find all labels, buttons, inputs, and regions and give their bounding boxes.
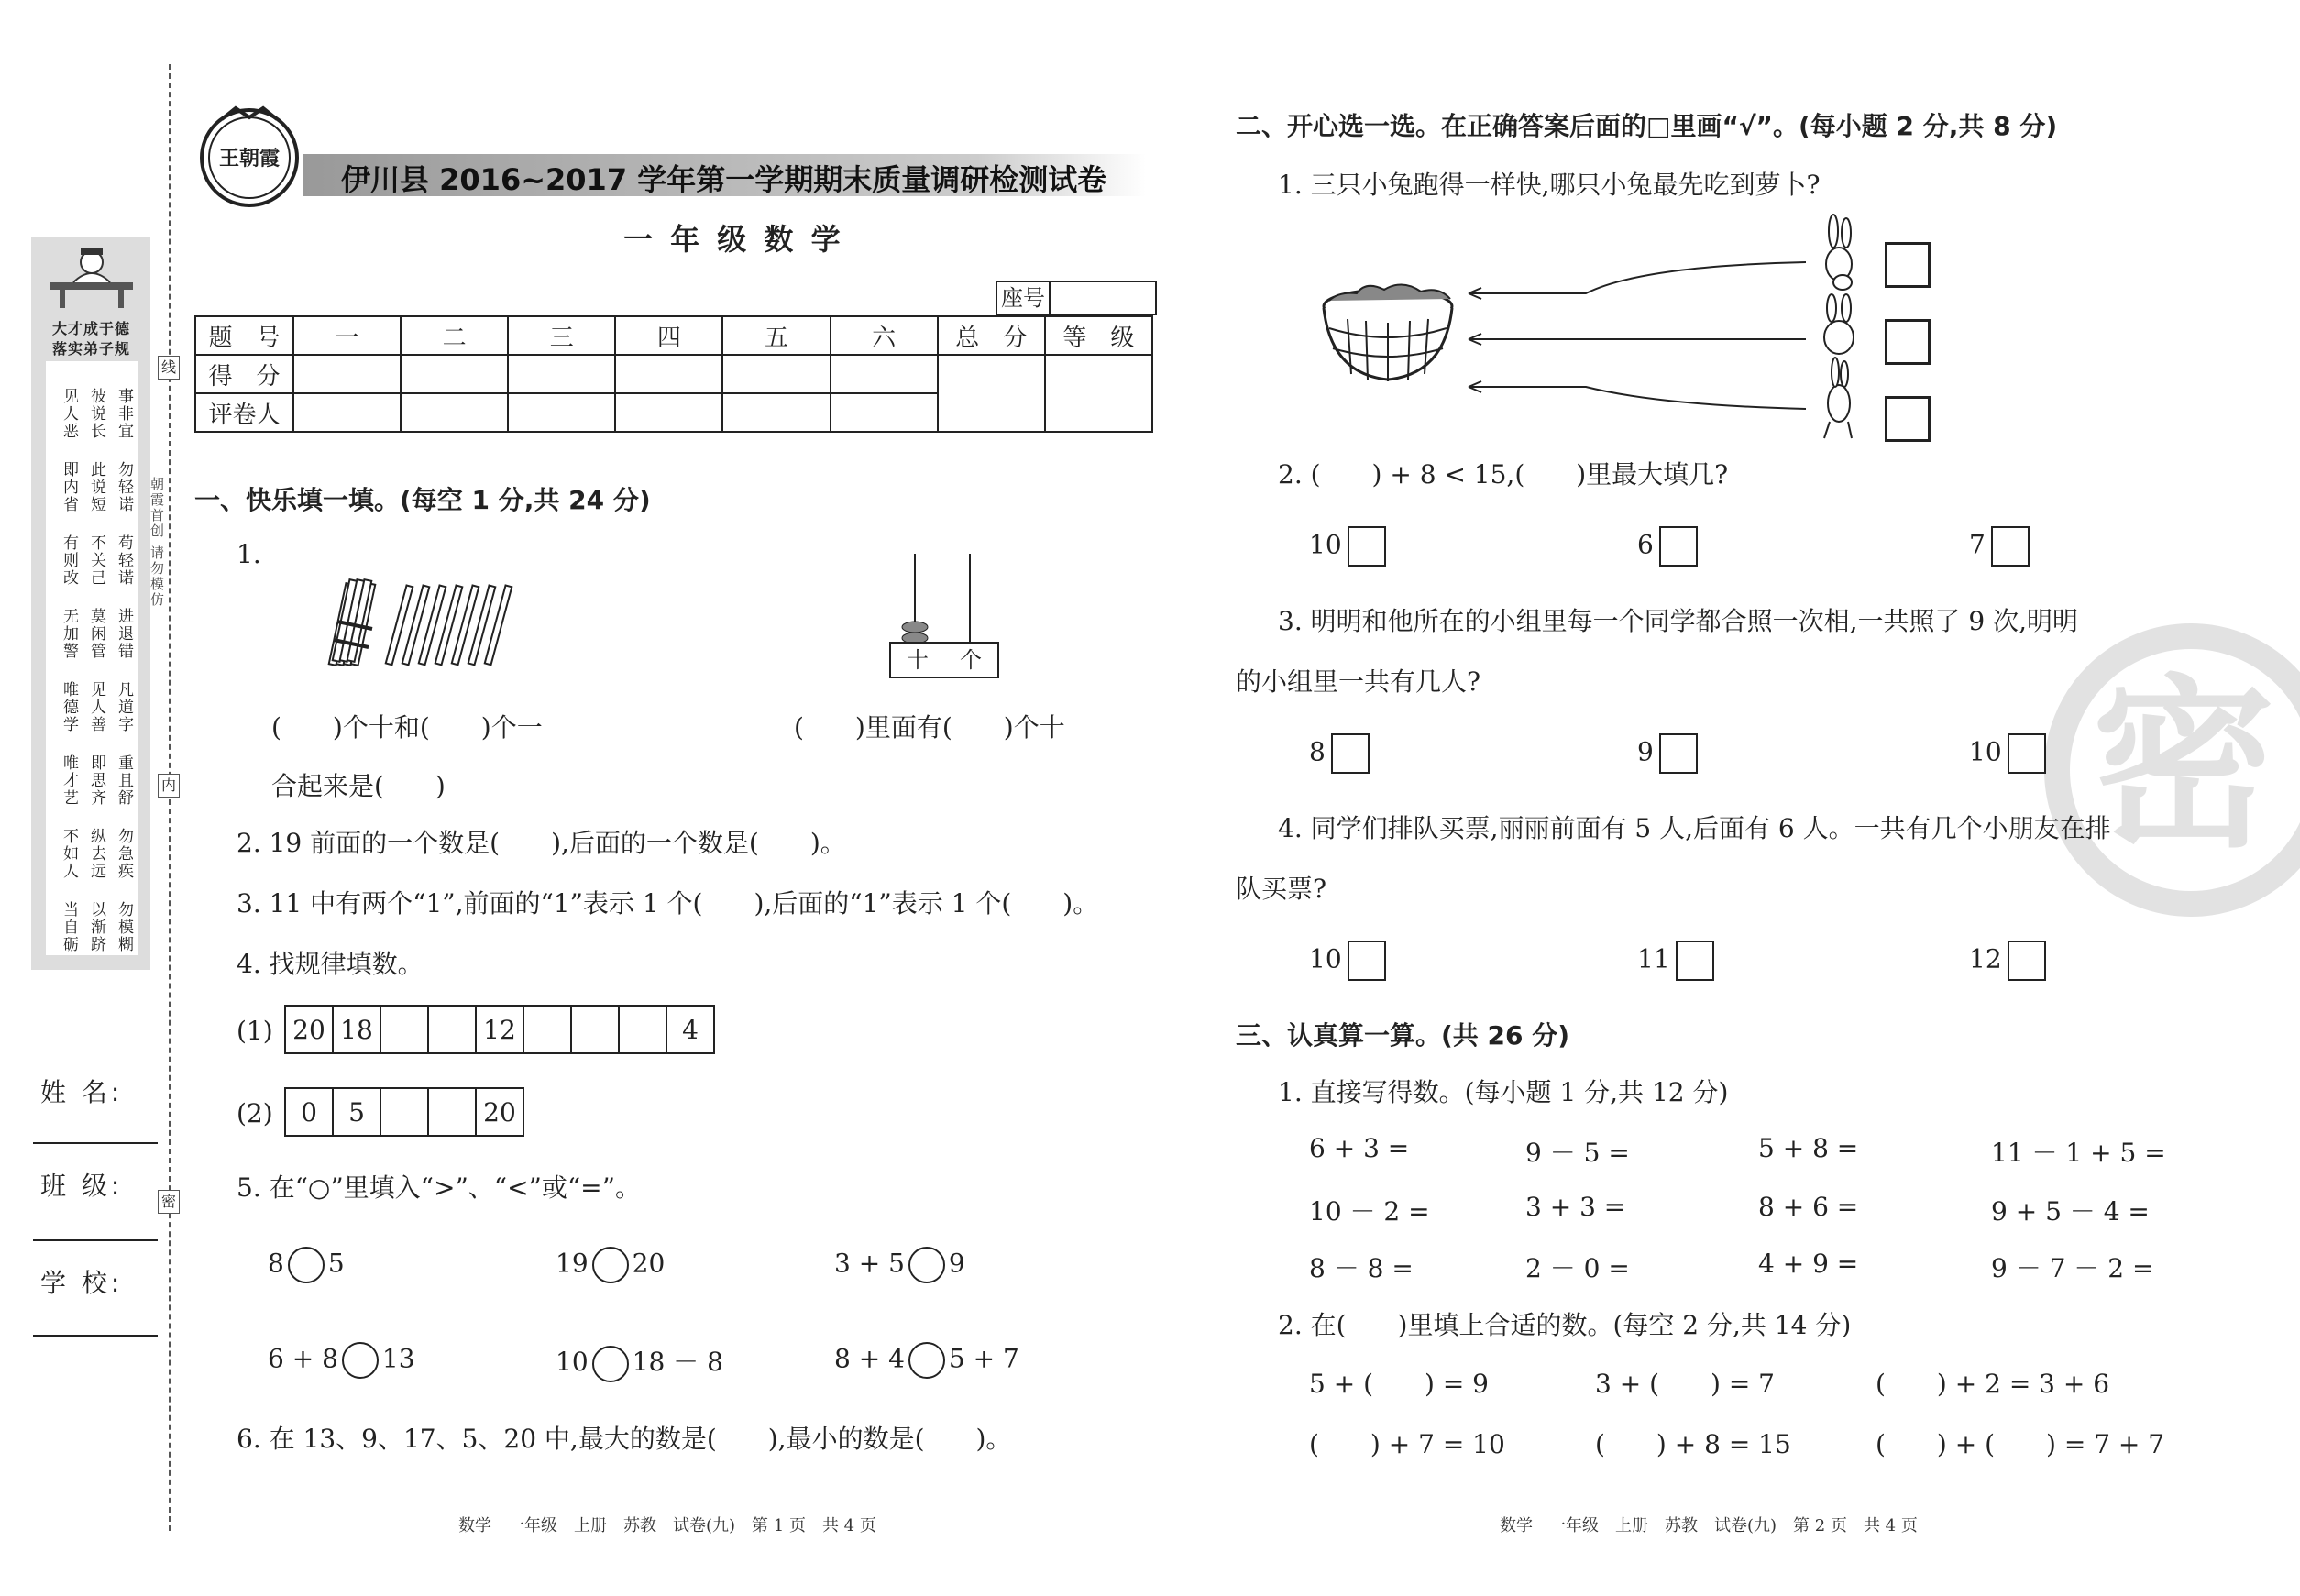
option: [1309, 526, 1386, 567]
motto-column: 凡道字: [115, 681, 133, 733]
s2-q3-line2: 的小组里一共有几人?: [1236, 666, 1481, 697]
s2-q4-line1: 4. 同学们排队买票,丽丽前面有 5 人,后面有 6 人。一共有几个小朋友在排: [1278, 813, 2111, 843]
logo-text: 王朝霞: [218, 147, 280, 171]
motto-column: 勿模糊: [115, 901, 133, 953]
fill-item: 3 + ( ) = 7: [1595, 1369, 1776, 1399]
option-checkbox[interactable]: [1348, 941, 1386, 981]
calc-item: 9 － 7 － 2 =: [1991, 1253, 2154, 1283]
option-checkbox[interactable]: [1659, 526, 1698, 567]
calc-item: 2 － 0 =: [1525, 1253, 1630, 1283]
seal-char-3: 密: [158, 1190, 180, 1214]
score-header: 题 号: [195, 316, 293, 355]
total-score-cell[interactable]: [938, 355, 1045, 432]
seq-cell[interactable]: [380, 1006, 428, 1053]
motto-column: 不关己: [87, 534, 105, 587]
fill-item: ( ) + ( ) = 7 + 7: [1876, 1429, 2165, 1459]
s2-q3-line1: 3. 明明和他所在的小组里每一个同学都合照一次相,一共照了 9 次,明明: [1278, 606, 2079, 636]
s3-q1: 1. 直接写得数。(每小题 1 分,共 12 分): [1278, 1077, 1729, 1107]
option-label: 8: [1309, 736, 1326, 767]
option: [1637, 526, 1698, 567]
seq-cell: 4: [666, 1006, 714, 1053]
compare-right: 20: [632, 1248, 666, 1279]
q5: 5. 在“○”里填入“>”、“<”或“=”。: [237, 1172, 641, 1203]
option: [1309, 733, 1370, 774]
score-cell[interactable]: [615, 355, 722, 393]
score-header: 三: [508, 316, 615, 355]
seal-char-2: 内: [158, 774, 180, 798]
seq-cell: 20: [285, 1006, 333, 1053]
calc-item: 5 + 8 =: [1758, 1133, 1859, 1163]
abacus-base: [889, 642, 999, 678]
q1-number: 1.: [237, 539, 261, 569]
option-checkbox[interactable]: [2008, 733, 2046, 774]
grade-cell[interactable]: [1045, 355, 1152, 432]
compare-circle[interactable]: [908, 1342, 945, 1379]
compare-item: [556, 1247, 665, 1283]
score-cell[interactable]: [401, 355, 508, 393]
abacus-one-label: 个: [960, 647, 982, 673]
option: [1969, 941, 2046, 981]
footer-left: 数学 一年级 上册 苏教 试卷(九) 第 1 页 共 4 页: [458, 1516, 876, 1535]
fill-item: ( ) + 7 = 10: [1309, 1429, 1505, 1459]
calc-item: 3 + 3 =: [1525, 1192, 1626, 1222]
compare-left: 8 + 4: [834, 1343, 905, 1374]
compare-item: [268, 1247, 345, 1283]
fill-item: ( ) + 2 = 3 + 6: [1876, 1369, 2110, 1399]
section3-heading: 三、认真算一算。(共 26 分): [1236, 1020, 1570, 1051]
grader-cell[interactable]: [831, 393, 938, 432]
option: [1969, 526, 2030, 567]
motto-column: 有则改: [60, 534, 78, 587]
motto-column: 勿急疾: [115, 828, 133, 880]
calc-item: 4 + 9 =: [1758, 1249, 1859, 1279]
seat-box[interactable]: [996, 281, 1157, 315]
q3: 3. 11 中有两个“1”,前面的“1”表示 1 个( ),后面的“1”表示 1 个( )。: [237, 888, 1099, 919]
calc-item: 9 － 5 =: [1525, 1138, 1630, 1168]
compare-circle[interactable]: [288, 1247, 325, 1283]
option-checkbox[interactable]: [1331, 733, 1370, 774]
seq-cell: 5: [333, 1088, 380, 1136]
motto-column: 即内省: [60, 461, 78, 513]
school-field[interactable]: [33, 1335, 158, 1337]
section1-heading: 一、快乐填一填。(每空 1 分,共 24 分): [194, 485, 651, 515]
score-row-label: 评卷人: [195, 393, 293, 432]
q1-blank-2: ( )里面有( )个十: [794, 712, 1065, 743]
compare-left: 19: [556, 1248, 589, 1279]
motto-column: 进退错: [115, 608, 133, 660]
option-label: 12: [1969, 943, 2002, 974]
motto-column: 重且舒: [115, 754, 133, 807]
sidebar-slogan-1: 大才成于德: [51, 320, 130, 337]
option: [1309, 941, 1386, 981]
calc-item: 8 － 8 =: [1309, 1253, 1414, 1283]
score-header: 六: [831, 316, 938, 355]
footer-right: 数学 一年级 上册 苏教 试卷(九) 第 2 页 共 4 页: [1500, 1516, 1918, 1535]
seq-cell: 18: [333, 1006, 380, 1053]
option-label: 10: [1309, 943, 1342, 974]
seq-cell[interactable]: [428, 1006, 476, 1053]
motto-column: 莫闲管: [87, 608, 105, 660]
score-header: 一: [293, 316, 401, 355]
calc-item: 6 + 3 =: [1309, 1133, 1410, 1163]
score-cell[interactable]: [722, 355, 830, 393]
seat-label: 座号: [997, 282, 1051, 314]
option-label: 9: [1637, 736, 1654, 767]
motto-column: 以渐跻: [87, 901, 105, 953]
score-cell[interactable]: [508, 355, 615, 393]
sticks-illustration: [325, 576, 517, 677]
q2: 2. 19 前面的一个数是( ),后面的一个数是( )。: [237, 828, 846, 858]
option-label: 7: [1969, 529, 1986, 560]
seq-cell: 0: [285, 1088, 333, 1136]
score-header: 五: [722, 316, 830, 355]
seal-char-1: 线: [158, 356, 180, 380]
compare-right: 9: [948, 1248, 965, 1279]
seq-cell: 20: [476, 1088, 523, 1136]
compare-right: 18 － 8: [632, 1347, 723, 1377]
compare-circle[interactable]: [342, 1342, 379, 1379]
option-label: 11: [1637, 943, 1670, 974]
answer-box[interactable]: [1885, 242, 1931, 288]
page-subtitle: 一 年 级 数 学: [623, 222, 844, 257]
seq-cell[interactable]: [619, 1006, 666, 1053]
compare-circle[interactable]: [592, 1346, 629, 1382]
compare-item: [556, 1342, 723, 1382]
calc-item: 11 － 1 + 5 =: [1991, 1138, 2166, 1168]
score-header: 等 级: [1045, 316, 1152, 355]
calc-item: 9 + 5 － 4 =: [1991, 1196, 2150, 1227]
score-cell[interactable]: [293, 355, 401, 393]
option-label: 10: [1309, 529, 1342, 560]
s2-q4-line2: 队买票?: [1236, 874, 1327, 904]
score-table: [194, 315, 1153, 433]
calc-item: 8 + 6 =: [1758, 1192, 1859, 1222]
motto-column: 事非宜: [115, 388, 133, 440]
motto-column: 唯德学: [60, 681, 78, 733]
seq2-label: (2): [237, 1098, 273, 1128]
name-field[interactable]: [33, 1142, 158, 1144]
compare-left: 8: [268, 1248, 284, 1279]
grader-cell[interactable]: [401, 393, 508, 432]
page-title: 伊川县 2016~2017 学年第一学期期末质量调研检测试卷: [341, 162, 1107, 197]
grader-cell[interactable]: [508, 393, 615, 432]
answer-box[interactable]: [1885, 396, 1931, 442]
copyright-note: 朝霞首创 请勿模仿: [149, 477, 165, 608]
seq-cell[interactable]: [571, 1006, 619, 1053]
watermark-char: 密: [2092, 659, 2276, 873]
fill-item: 5 + ( ) = 9: [1309, 1369, 1490, 1399]
compare-circle[interactable]: [592, 1247, 629, 1283]
calc-item: 10 － 2 =: [1309, 1196, 1430, 1227]
s2-q2: 2. ( ) + 8 < 15,( )里最大填几?: [1278, 459, 1729, 490]
name-label: 姓 名:: [40, 1077, 124, 1107]
q1-blank-1: ( )个十和( )个一: [271, 712, 543, 743]
motto-column: 不如人: [60, 828, 78, 880]
score-header: 四: [615, 316, 722, 355]
score-header: 总 分: [938, 316, 1045, 355]
motto-column: 苟轻诺: [115, 534, 133, 587]
option-checkbox[interactable]: [1676, 941, 1714, 981]
option-checkbox[interactable]: [1991, 526, 2030, 567]
motto-column: 见人善: [87, 681, 105, 733]
carrot-basket-icon: [1324, 284, 1452, 381]
q6: 6. 在 13、9、17、5、20 中,最大的数是( ),最小的数是( )。: [237, 1424, 1012, 1454]
compare-left: 6 + 8: [268, 1343, 338, 1374]
rabbit-icon: [1824, 215, 1854, 438]
class-label: 班 级:: [40, 1171, 124, 1201]
compare-right: 5: [327, 1248, 345, 1279]
sidebar-slogan-2: 落实弟子规: [51, 340, 130, 358]
score-cell[interactable]: [831, 355, 938, 393]
sidebar-motto: [50, 367, 134, 953]
seq1-label: (1): [237, 1016, 273, 1046]
option-checkbox[interactable]: [2008, 941, 2046, 981]
compare-item: [268, 1342, 415, 1379]
basket-illustration: [1311, 209, 1934, 458]
score-header: 二: [401, 316, 508, 355]
motto-column: 当自砺: [60, 901, 78, 953]
motto-column: 此说短: [87, 461, 105, 513]
compare-left: 3 + 5: [834, 1248, 905, 1279]
s3-q2: 2. 在( )里填上合适的数。(每空 2 分,共 14 分): [1278, 1310, 1852, 1340]
option: [1637, 941, 1714, 981]
q4: 4. 找规律填数。: [237, 949, 424, 979]
q1-blank-3: 合起来是( ): [271, 771, 446, 801]
compare-item: [834, 1342, 1019, 1379]
seq-cell[interactable]: [523, 1006, 571, 1053]
sidebar-figure: [46, 246, 138, 310]
motto-column: 彼说长: [87, 388, 105, 440]
fill-item: ( ) + 8 = 15: [1595, 1429, 1791, 1459]
motto-column: 无加警: [60, 608, 78, 660]
school-label: 学 校:: [40, 1268, 124, 1298]
answer-box[interactable]: [1885, 319, 1931, 365]
abacus-ten-label: 十: [907, 647, 929, 673]
option-checkbox[interactable]: [1348, 526, 1386, 567]
compare-circle[interactable]: [908, 1247, 945, 1283]
option-label: 6: [1637, 529, 1654, 560]
grader-cell[interactable]: [293, 393, 401, 432]
motto-column: 勿轻诺: [115, 461, 133, 513]
compare-left: 10: [556, 1347, 589, 1377]
option-label: 10: [1969, 736, 2002, 767]
score-row-label: 得 分: [195, 355, 293, 393]
option: [1969, 733, 2046, 774]
seq-cell: 12: [476, 1006, 523, 1053]
motto-column: 见人恶: [60, 388, 78, 440]
option-checkbox[interactable]: [1659, 733, 1698, 774]
grader-cell[interactable]: [615, 393, 722, 432]
class-field[interactable]: [33, 1239, 158, 1241]
seq2-table: [284, 1087, 524, 1137]
s2-q1: 1. 三只小兔跑得一样快,哪只小兔最先吃到萝卜?: [1278, 170, 1821, 200]
motto-column: 纵去远: [87, 828, 105, 880]
motto-column: 唯才艺: [60, 754, 78, 807]
seq-cell[interactable]: [428, 1088, 476, 1136]
compare-item: [834, 1247, 965, 1283]
option: [1637, 733, 1698, 774]
section2-heading: 二、开心选一选。在正确答案后面的□里画“√”。(每小题 2 分,共 8 分): [1236, 111, 2058, 141]
compare-right: 13: [381, 1343, 415, 1374]
seq1-table: [284, 1005, 715, 1054]
compare-right: 5 + 7: [948, 1343, 1019, 1374]
seal-line: [169, 64, 171, 1531]
seq-cell[interactable]: [380, 1088, 428, 1136]
grader-cell[interactable]: [722, 393, 830, 432]
motto-column: 即思齐: [87, 754, 105, 807]
